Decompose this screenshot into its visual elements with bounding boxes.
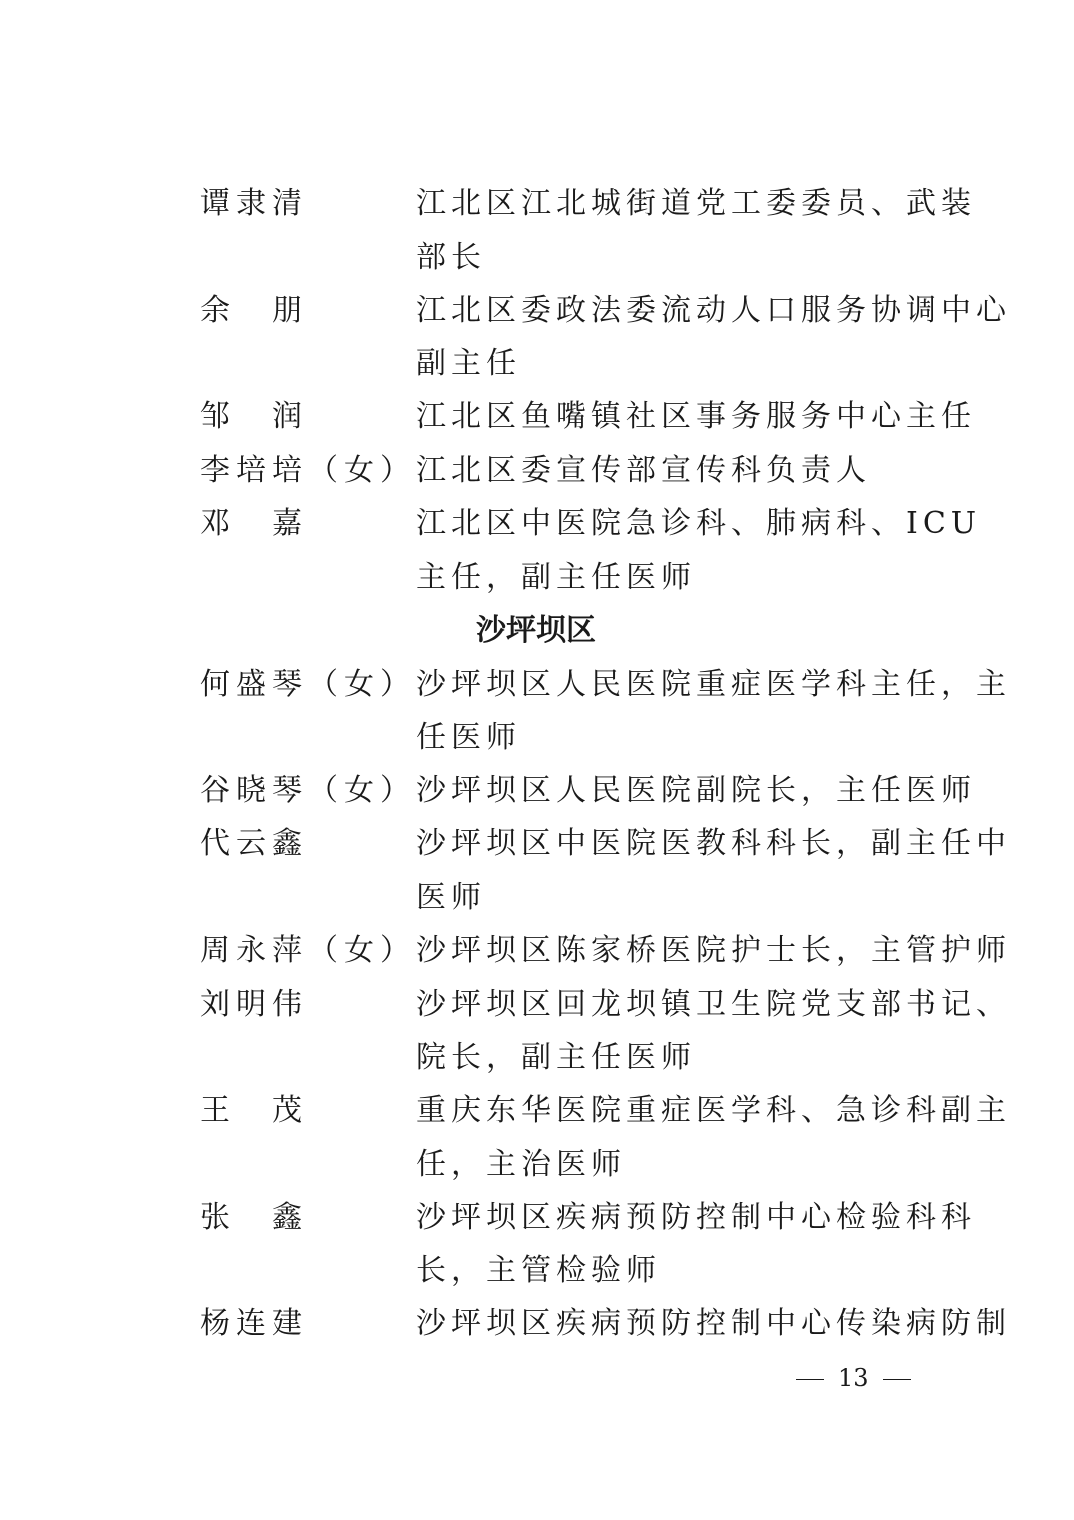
entry-description: 江北区委政法委流动人口服务协调中心: [416, 293, 1011, 328]
entry-description: 沙坪坝区疾病预防控制中心传染病防制: [416, 1306, 1011, 1341]
entry-description: 沙坪坝区人民医院副院长，主任医师: [416, 773, 976, 808]
entry-description: 沙坪坝区人民医院重症医学科主任，主: [416, 667, 1011, 702]
entry-description: 沙坪坝区中医院医教科科长，副主任中: [416, 826, 1011, 861]
entry-description: 江北区鱼嘴镇社区事务服务中心主任: [416, 399, 976, 434]
section-title: 沙坪坝区: [476, 613, 596, 648]
entry-description: 长，主管检验师: [416, 1253, 661, 1288]
entry-description: 沙坪坝区疾病预防控制中心检验科科: [416, 1200, 976, 1235]
entry-description: 江北区中医院急诊科、肺病科、ICU: [416, 506, 982, 541]
page-number-text: 13: [838, 1364, 869, 1392]
entry-name: 李培培（女）: [200, 453, 416, 488]
entry-description: 任，主治医师: [416, 1147, 626, 1182]
entry-description: 医师: [416, 880, 486, 915]
entry-description: 副主任: [416, 346, 521, 381]
entry-description: 院长，副主任医师: [416, 1040, 696, 1075]
entry-name: 谭隶清: [200, 186, 308, 221]
entry-name: 邹 润: [200, 399, 308, 434]
entry-name: 周永萍（女）: [200, 933, 416, 968]
entry-name: 邓 嘉: [200, 506, 308, 541]
dash-decoration: [796, 1379, 824, 1380]
page-number: [796, 1362, 911, 1394]
entry-name: 何盛琴（女）: [200, 667, 416, 702]
entry-description: 任医师: [416, 720, 521, 755]
dash-decoration: [883, 1379, 911, 1380]
entry-description: 主任，副主任医师: [416, 560, 696, 595]
entry-description: 部长: [416, 240, 486, 275]
entry-description: 重庆东华医院重症医学科、急诊科副主: [416, 1093, 1011, 1128]
entry-description: 沙坪坝区陈家桥医院护士长，主管护师: [416, 933, 1011, 968]
entry-name: 王 茂: [200, 1093, 308, 1128]
entry-name: 代云鑫: [200, 826, 308, 861]
entry-name: 杨连建: [200, 1306, 308, 1341]
entry-name: 张 鑫: [200, 1200, 308, 1235]
entry-description: 江北区江北城街道党工委委员、武装: [416, 186, 976, 221]
entry-description: 江北区委宣传部宣传科负责人: [416, 453, 871, 488]
entry-description: 沙坪坝区回龙坝镇卫生院党支部书记、: [416, 987, 1011, 1022]
entry-name: 刘明伟: [200, 987, 308, 1022]
entry-name: 谷晓琴（女）: [200, 773, 416, 808]
entry-name: 余 朋: [200, 293, 308, 328]
